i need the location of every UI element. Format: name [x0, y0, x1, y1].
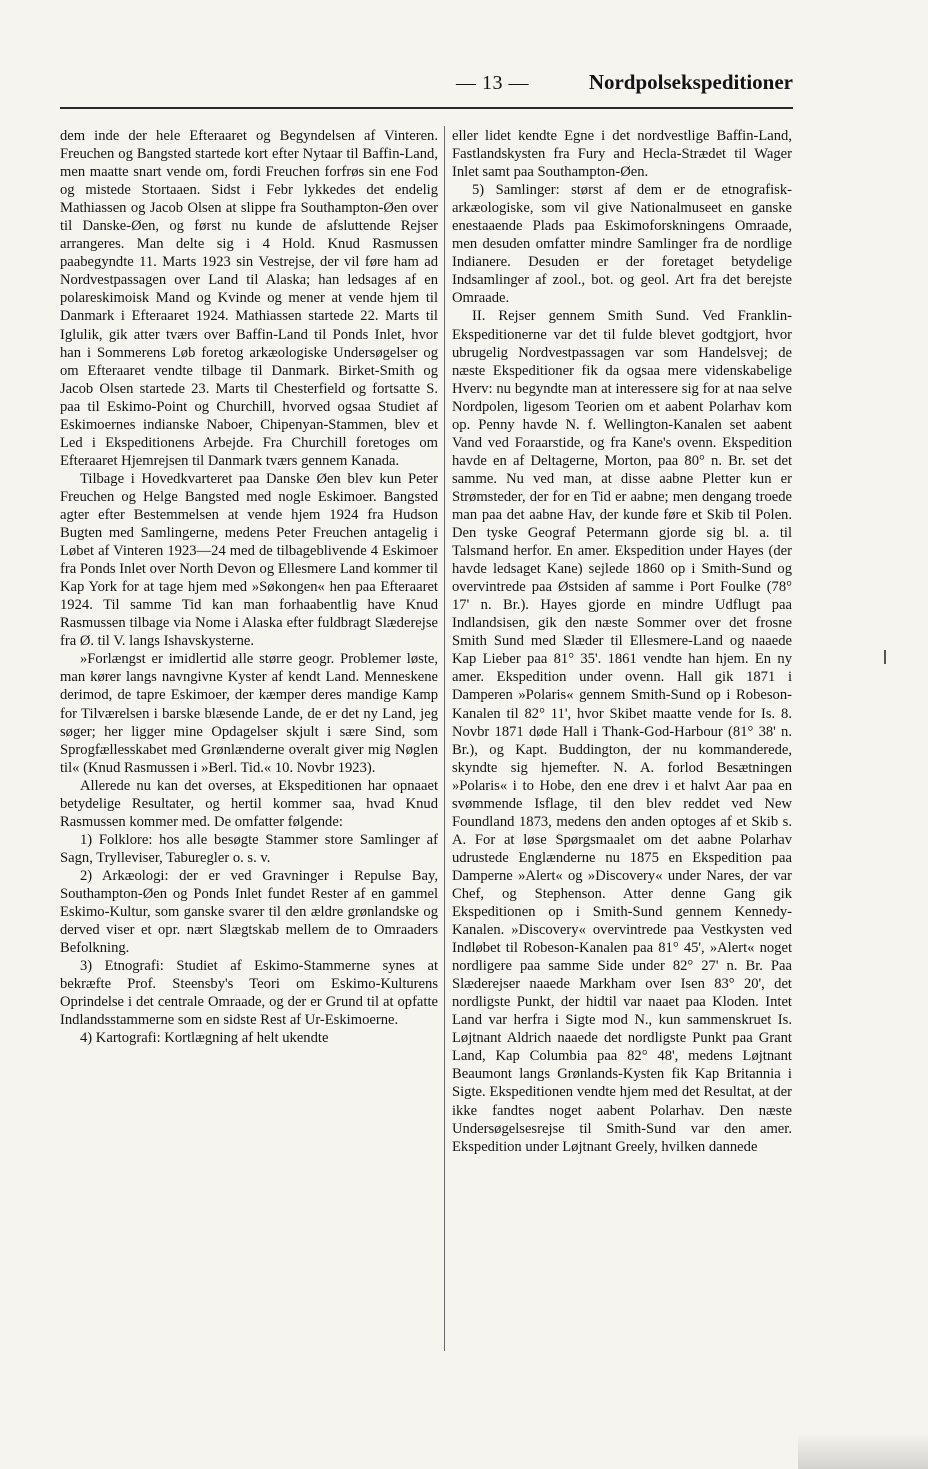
right-column — [452, 127, 792, 1156]
margin-mark — [884, 650, 886, 664]
paragraph: Allerede nu kan det overses, at Ekspeditionen har opnaaet betydelige Resultater, og hertil kommer saa, hvad Knud Rasmussen kommer med. De omfatter følgende: — [60, 777, 438, 830]
running-title: Nordpolsekspeditioner — [588, 70, 793, 94]
paragraph: Tilbage i Hovedkvarteret paa Danske Øen blev kun Peter Freuchen og Helge Bangsted med nogle Eskimoer. Bangsted agter efter Bestemmelsen at vende hjem 1924 fra Hudson Bugten med Samlingerne, medens Peter Freuchen antagelig i Løbet af Vinteren 1923—24 med de tilbageblivende 4 Eskimoer fra Ponds Inlet over North Devon og Ellesmere Land kommer til Kap York for at tage hjem med »Søkongen« hen paa Efteraaret 1924. Til samme Tid kan man forhaabentlig have Knud Rasmussen tilbage via Nome i Alaska efter fuldbragt Slæderejse fra Ø. til V. langs Ishavskysterne. — [60, 470, 438, 650]
left-column — [60, 127, 438, 1047]
paragraph: eller lidet kendte Egne i det nordvestlige Baffin-Land, Fastlandskysten fra Fury and Hecla-Strædet til Wager Inlet samt paa Southampton-Øen. — [452, 128, 792, 181]
page-header — [60, 72, 793, 98]
list-item: 5) Samlinger: størst af dem er de etnografisk-arkæologiske, som vil give Nationalmuseet en ganske enestaaende Plads paa Eskimoforskningens Omraade, men desuden omfatter mindre Samlinger fra de nordlige Indianere. Desuden er der foretaget betydelige Indsamlinger af zool., bot. og geol. Art fra det berejste Omraade. — [452, 182, 792, 307]
page-edge-shadow — [798, 1432, 928, 1469]
section-paragraph: II. Rejser gennem Smith Sund. Ved Franklin-Ekspeditionerne var det til fulde blevet godtgjort, hvor ubrugelig Nordvestpassagen var som Handelsvej; de næste Ekspeditioner fik da ogsaa mere videnskabelige Hverv: nu begyndte man at interessere sig for at naa selve Nordpolen, ligesom Teorien om et aabent Polarhav kom op. Penny havde N. f. Wellington-Kanalen set aabent Vand ved Foraarstide, og fra Kane's ovenn. Ekspedition havde en af Deltagerne, Morton, paa 80° n. Br. set det samme. Nu ved man, at disse aabne Pletter kun er Strømsteder, der for en Tid er aabne; men dengang troede man paa det aabne Hav, der kunde føre et Skib til Polen. Den tyske Geograf Petermann gjorde sig bl. a. til Talsmand herfor. En amer. Ekspedition under Hayes (der havde ledsaget Kane) sejlede 1860 op i Smith-Sund og overvintrede paa Østsiden af samme i Port Foulke (78° 17' n. Br.). Hayes gjorde en mindre Udflugt paa Indlandsisen, gik den næste Sommer over det frosne Smith Sund med Slæder til Ellesmere-Land og naaede Kap Lieber paa 81° 35'. 1861 vendte han hjem. En ny amer. Ekspedition under ovenn. Hall gik 1871 i Damperen »Polaris« gennem Smith-Sund op i Robeson-Kanalen til 82° 11', hvor Skibet maatte vende for Is. 8. Novbr 1871 døde Hall i Thank-God-Harbour (81° 38' n. Br.), og Kapt. Buddington, der nu kommanderede, skyndte sig hjemefter. N. A. forlod Besætningen »Polaris« i to Hobe, den ene drev i et halvt Aar paa en svømmende Isflage, til den blev reddet ved New Foundland 1873, medens den anden optoges af et Skib s. A. For at løse Spørgsmaalet om det aabne Polarhav udrustede Englænderne nu 1875 en Ekspedition paa Damperne »Alert« og »Discovery« under Nares, der var Chef, og Stephenson. Atter denne Gang gik Ekspeditionen op i Smith-Sund gennem Kennedy-Kanalen. »Discovery« overvintrede paa Vestkysten ved Indløbet til Robeson-Kanalen paa 81° 45', »Alert« noget nordligere paa samme Side under 82° 27' n. Br. Paa Slæderejser naaede Markham over Isen 83° 20', det nordligste Punkt, der hidtil var naaet paa Kloden. Intet Land var herfra i Sigte mod N., kun sammenskruet Is. Løjtnant Aldrich naaede det nordligste Punkt paa Grant Land, Kap Columbia paa 82° 48', medens Løjtnant Beaumont langs Grønlands-Kysten fik Kap Britannia i Sigte. Ekspeditionen vendte hjem med det Resultat, at der ikke fandtes noget aabent Polarhav. Den næste Undersøgelsesrejse til Smith-Sund var den amer. Ekspedition under Løjtnant Greely, hvilken dannede — [452, 308, 792, 1155]
column-divider — [444, 126, 445, 1351]
page-number: — 13 — — [456, 72, 529, 94]
list-item: 1) Folklore: hos alle besøgte Stammer store Samlinger af Sagn, Trylleviser, Taburegler o. s. v. — [60, 831, 438, 866]
list-item: 4) Kartografi: Kortlægning af helt ukendte — [80, 1030, 329, 1047]
list-item: 2) Arkæologi: der er ved Gravninger i Repulse Bay, Southampton-Øen og Ponds Inlet fundet Rester af en gammel Eskimo-Kultur, som ganske svarer til den ældre grønlandske og derved viser et opr. nært Slægtskab mellem de to Omraaders Befolkning. — [60, 867, 438, 957]
list-item: 3) Etnografi: Studiet af Eskimo-Stammerne synes at bekræfte Prof. Steensby's Teori om Eskimo-Kulturens Oprindelse i det centrale Omraade, og der er Grund til at opfatte Indlandsstammerne som en sidste Rest af Ur-Eskimoerne. — [60, 958, 438, 1029]
paragraph: dem inde der hele Efteraaret og Begyndelsen af Vinteren. Freuchen og Bangsted startede kort efter Nytaar til Baffin-Land, men maatte snart vende om, fordi Freuchen forfrøs sin ene Fod og mistede Stortaaen. Sidst i Febr lykkedes det endelig Mathiassen og Jacob Olsen at slippe fra Southampton-Øen over til Danske-Øen, og først nu kunde de afsluttende Rejser arrangeres. Man delte sig i 4 Hold. Knud Rasmussen paabegyndte 11. Marts 1923 sin Vestrejse, der vil føre ham ad Nordvestpassagen over Land til Alaska; han ledsages af en polareskimoisk Mand og Kvinde og mener at vende hjem til Danmark i Efteraaret 1924. Mathiassen startede 22. Marts til Iglulik, gik atter tværs over Baffin-Land til Ponds Inlet, hvor han i Sommerens Løb foretog arkæologiske Undersøgelser og om Efteraaret vendte tilbage til Danmark. Birket-Smith og Jacob Olsen startede 23. Marts til Chesterfield og fortsatte S. paa til Eskimo-Point og Churchill, hvorved ogsaa Studiet af Eskimoernes indianske Naboer, Chipenyan-Stammen, blev et Led i Ekspeditionens Arbejde. Fra Churchill foretoges om Efteraaret Hjemrejsen til Danmark tværs gennem Kanada. — [60, 128, 438, 469]
paragraph: »Forlængst er imidlertid alle større geogr. Problemer løste, man kører langs navngivne Kyster af kendt Land. Menneskene derimod, de tapre Eskimoer, der kæmper deres mandige Kamp for Tilværelsen i barske blæsende Lande, de er det ny Land, jeg søger; her ligger mine Opdagelser skjult i sære Sind, som Sprogfællesskabet med Grønlænderne overalt giver mig Nøglen til« (Knud Rasmussen i »Berl. Tid.« 10. Novbr 1923). — [60, 651, 438, 776]
header-rule — [60, 107, 793, 109]
